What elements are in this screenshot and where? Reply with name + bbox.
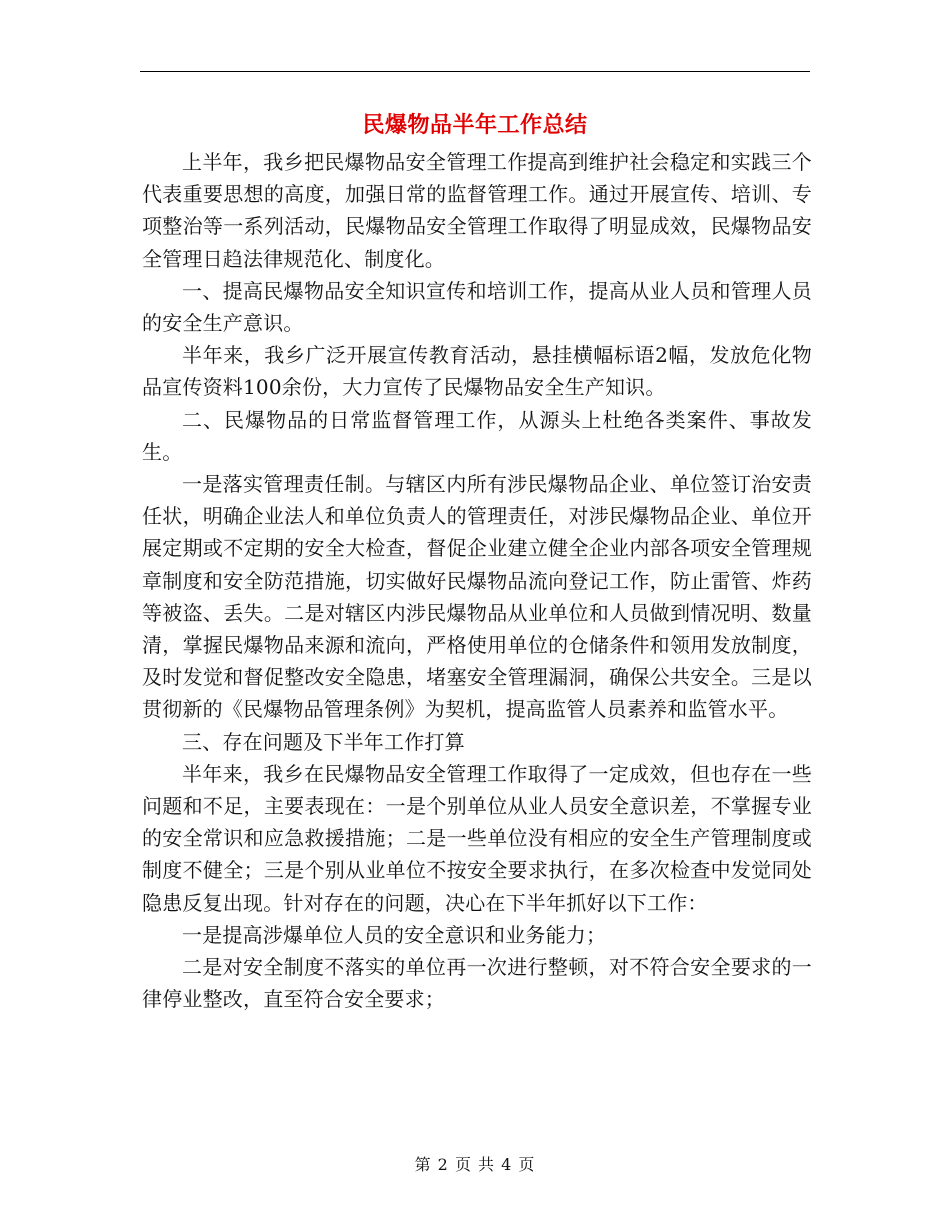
page-number: 第 2 页 共 4 页 <box>414 1155 536 1174</box>
section-heading-2: 二、民爆物品的日常监督管理工作，从源头上杜绝各类案件、事故发生。 <box>142 407 812 464</box>
section-heading-3: 三、存在问题及下半年工作打算 <box>182 729 465 754</box>
document-body <box>142 146 812 1015</box>
section-heading-1: 一、提高民爆物品安全知识宣传和培训工作，提高从业人员和管理人员的安全生产意识。 <box>142 278 812 336</box>
paragraph-publicity: 半年来，我乡广泛开展宣传教育活动，悬挂横幅标语2幅，发放危化物品宣传资料100余份，大力宣传了民爆物品安全生产知识。 <box>142 343 812 400</box>
paragraph-intro: 上半年，我乡把民爆物品安全管理工作提高到维护社会稳定和实践三个代表重要思想的高度，加强日常的监督管理工作。通过开展宣传、培训、专项整治等一系列活动，民爆物品安全管理工作取得了明显成效，民爆物品安全管理日趋法律规范化、制度化。 <box>142 150 812 271</box>
document-title: 民爆物品半年工作总结 <box>362 112 588 138</box>
paragraph-plan-1: 一是提高涉爆单位人员的安全意识和业务能力； <box>182 922 607 947</box>
paragraph-supervision: 一是落实管理责任制。与辖区内所有涉民爆物品企业、单位签订治安责任状，明确企业法人和单位负责人的管理责任，对涉民爆物品企业、单位开展定期或不定期的安全大检查，督促企业建立健全企业内部各项安全管理规章制度和安全防范措施，切实做好民爆物品流向登记工作，防止雷管、炸药等被盗、丢失。二是对辖区内涉民爆物品从业单位和人员做到情况明、数量清，掌握民爆物品来源和流向，严格使用单位的仓储条件和领用发放制度，及时发觉和督促整改安全隐患，堵塞安全管理漏洞，确保公共安全。三是以贯彻新的《民爆物品管理条例》为契机，提高监管人员素养和监管水平。 <box>142 472 812 722</box>
paragraph-problems: 半年来，我乡在民爆物品安全管理工作取得了一定成效，但也存在一些问题和不足，主要表现在：一是个别单位从业人员安全意识差，不掌握专业的安全常识和应急救援措施；二是一些单位没有相应的安全生产管理制度或制度不健全；三是个别从业单位不按安全要求执行，在多次检查中发觉同处隐患反复出现。针对存在的问题，决心在下半年抓好以下工作： <box>142 761 812 915</box>
header-rule <box>140 71 810 72</box>
paragraph-plan-2: 二是对安全制度不落实的单位再一次进行整顿，对不符合安全要求的一律停业整改，直至符合安全要求； <box>142 955 812 1012</box>
